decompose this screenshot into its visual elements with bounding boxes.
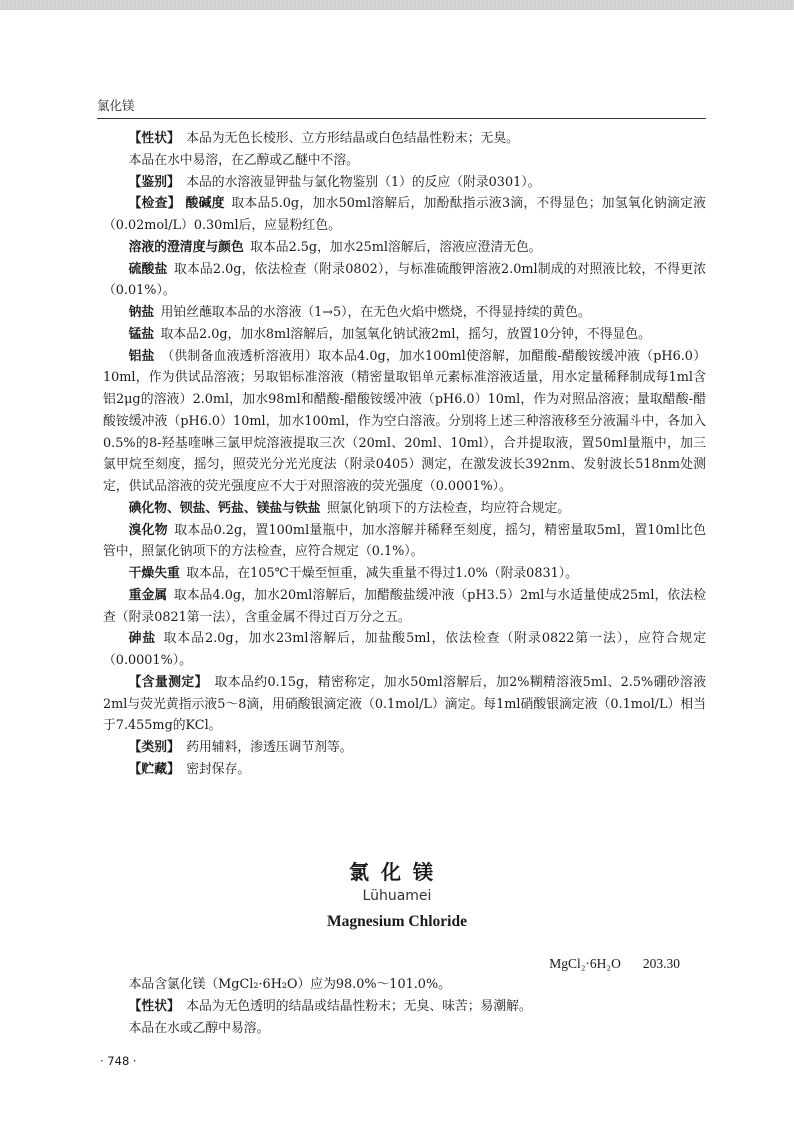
paragraph-text: 本品为无色透明的结晶或结晶性粉末；无臭、味苦；易潮解。 bbox=[186, 998, 532, 1014]
paragraph bbox=[103, 128, 706, 150]
paragraph-label: 【类别】 bbox=[128, 740, 180, 755]
paragraph-label: 【含量测定】 bbox=[128, 674, 208, 690]
paragraph-text: 取本品2.0g，加水8ml溶解后，加氢氧化钠试液2ml，摇匀，放置10分钟，不得显色。 bbox=[160, 326, 651, 342]
paragraph-text: 取本品2.0g，依法检查（附录0802），与标准硫酸钾溶液2.0ml制成的对照液比较，不得更浓（0.01%）。 bbox=[103, 261, 706, 299]
paragraph bbox=[103, 259, 706, 303]
paragraph-label: 【性状】 bbox=[128, 131, 180, 146]
paragraph-text: 本品在水或乙醇中易溶。 bbox=[128, 1020, 270, 1036]
paragraph-text: 取本品5.0g，加水50ml溶解后，加酚酞指示液3滴，不得显色；加氢氧化钠滴定液（0.02mol/L）0.30ml后，应显粉红色。 bbox=[103, 196, 706, 233]
page-number: · 748 · bbox=[100, 1054, 137, 1068]
paragraph bbox=[103, 672, 706, 737]
molecular-weight: 203.30 bbox=[642, 956, 680, 971]
paragraph-label: 【鉴别】 bbox=[128, 174, 180, 190]
paragraph bbox=[103, 737, 706, 759]
paragraph-label: 溶液的澄清度与颜色 bbox=[128, 239, 244, 255]
paragraph bbox=[103, 346, 706, 498]
paragraph-label: 碘化物、钡盐、钙盐、镁盐与铁盐 bbox=[128, 500, 321, 516]
paragraph-label: 锰盐 bbox=[128, 326, 155, 342]
paragraph bbox=[103, 996, 706, 1018]
paragraph bbox=[103, 150, 706, 172]
paragraph-text: 本品为无色长棱形、立方形结晶或白色结晶性粉末；无臭。 bbox=[186, 131, 519, 146]
monograph-title-chinese: 氯化镁 bbox=[349, 860, 445, 884]
paragraph-label: 铝盐 bbox=[128, 348, 155, 364]
paragraph bbox=[103, 172, 706, 194]
paragraph-label: 干燥失重 bbox=[128, 566, 180, 581]
paragraph-label: 【性状】 bbox=[128, 998, 180, 1014]
paragraph-text: 取本品约0.15g，精密称定，加水50ml溶解后，加2%糊精溶液5ml、2.5%硼砂溶液2ml与荧光黄指示液5～8滴，用硝酸银滴定液（0.1mol/L）滴定。每1ml硝酸银滴定液（0.1mol/L）相当于7.455mg的KCl。 bbox=[103, 674, 706, 734]
paragraph bbox=[103, 324, 706, 346]
monograph-title-english: Magnesium Chloride bbox=[327, 913, 467, 930]
running-header: 氯化镁 bbox=[97, 98, 135, 113]
molecular-formula-line bbox=[549, 956, 680, 972]
paragraph bbox=[103, 1018, 706, 1040]
paragraph-text: 药用辅料，渗透压调节剂等。 bbox=[186, 740, 353, 755]
monograph-body bbox=[103, 974, 706, 1039]
paragraph bbox=[103, 563, 706, 585]
molecular-formula: MgCl₂·6H₂O bbox=[549, 956, 621, 971]
paragraph-text: 取本品0.2g，置100ml量瓶中，加水溶解并稀释至刻度，摇匀，精密量取5ml，置10ml比色管中，照氯化钠项下的方法检查，应符合规定（0.1%）。 bbox=[103, 522, 707, 560]
paragraph-label: 【检查】 酸碱度 bbox=[128, 196, 225, 212]
paragraph-text: 用铂丝蘸取本品的水溶液（1→5），在无色火焰中燃烧，不得显持续的黄色。 bbox=[160, 305, 591, 320]
paragraph-text: 照氯化钠项下的方法检查，均应符合规定。 bbox=[326, 500, 571, 516]
paragraph bbox=[103, 237, 706, 259]
paragraph-text: （供制备血液透析溶液用）取本品4.0g，加水100ml使溶解，加醋酸-醋酸铵缓冲液（pH6.0）10ml，作为供试品溶液；另取铝标准溶液（精密量取铝单元素标准溶液适量，用水定量稀释制成每1ml含铝2μg的溶液）2.0ml，加水98ml和醋酸-醋酸铵缓冲液（pH6.0）10ml，作为对照品溶液；量取醋酸-醋酸铵缓冲液（pH6.0）10ml，加水100ml，作为空白溶液。分别将上述三种溶液移至分液漏斗中，各加入0.5%的8-羟基喹啉三氯甲烷溶液提取三次（20ml、20ml、10ml），合并提取液，置50ml量瓶中，加三氯甲烷至刻度，摇匀，照荧光分光光度法（附录0405）测定，在激发波长392nm、发射波长518nm处测定，供试品溶液的荧光强度应不大于对照溶液的荧光强度（0.0001%）。 bbox=[103, 348, 706, 494]
paragraph-text: 取本品4.0g，加水20ml溶解后，加醋酸盐缓冲液（pH3.5）2ml与水适量使成25ml，依法检查（附录0821第一法），含重金属不得过百万分之五。 bbox=[103, 587, 707, 625]
paragraph-text: 本品含氯化镁（MgCl₂·6H₂O）应为98.0%～101.0%。 bbox=[128, 977, 451, 992]
paragraph bbox=[103, 759, 706, 781]
paragraph bbox=[103, 974, 706, 996]
paragraph-label: 硫酸盐 bbox=[128, 261, 168, 277]
paragraph-text: 密封保存。 bbox=[186, 761, 251, 777]
paragraph bbox=[103, 585, 706, 629]
paragraph-text: 取本品，在105℃干燥至恒重，减失重量不得过1.0%（附录0831）。 bbox=[186, 566, 578, 581]
paragraph bbox=[103, 498, 706, 520]
scan-top-band bbox=[0, 0, 794, 10]
header-rule bbox=[97, 118, 706, 119]
paragraph-label: 钠盐 bbox=[128, 305, 155, 320]
previous-monograph-body bbox=[103, 128, 706, 781]
paragraph bbox=[103, 193, 706, 237]
paragraph bbox=[103, 520, 706, 564]
paragraph-label: 重金属 bbox=[128, 587, 168, 603]
paragraph bbox=[103, 628, 706, 672]
paragraph-text: 本品在水中易溶，在乙醇或乙醚中不溶。 bbox=[128, 152, 359, 168]
paragraph bbox=[103, 302, 706, 324]
paragraph-text: 取本品2.5g，加水25ml溶解后，溶液应澄清无色。 bbox=[250, 239, 542, 255]
paragraph-label: 砷盐 bbox=[128, 631, 157, 647]
monograph-title-pinyin: Lühuamei bbox=[362, 888, 432, 904]
paragraph-text: 取本品2.0g，加水23ml溶解后，加盐酸5ml，依法检查（附录0822第一法），应符合规定（0.0001%）。 bbox=[103, 631, 707, 668]
paragraph-label: 【贮藏】 bbox=[128, 761, 180, 777]
paragraph-label: 溴化物 bbox=[128, 522, 168, 538]
paragraph-text: 本品的水溶液显钾盐与氯化物鉴别（1）的反应（附录0301）。 bbox=[186, 174, 541, 190]
